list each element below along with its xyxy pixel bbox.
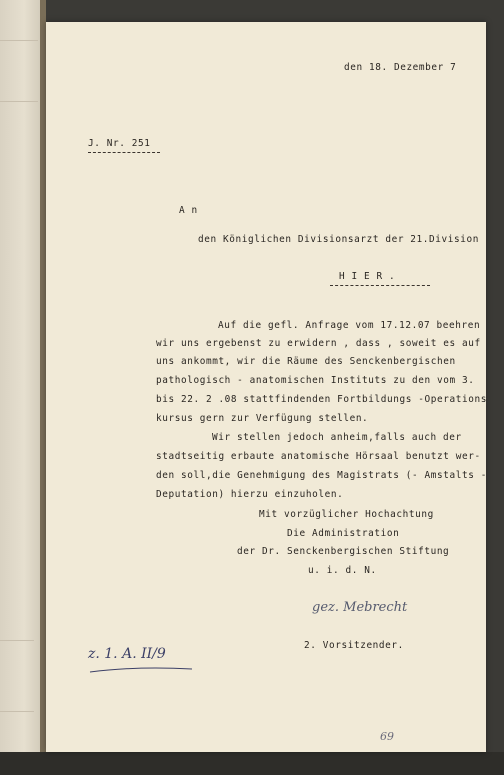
- closing-line: u. i. d. N.: [308, 565, 377, 576]
- body-line: bis 22. 2 .08 stattfindenden Fortbildungs -Operations: [156, 394, 487, 405]
- address-to: A n: [179, 205, 198, 216]
- recipient-line: den Königlichen Divisionsarzt der 21.Division: [198, 234, 479, 245]
- handwritten-signature: gez. Mebrecht: [312, 600, 408, 615]
- adjacent-page-mark: [0, 640, 34, 712]
- body-line: Auf die gefl. Anfrage vom 17.12.07 beehren: [218, 320, 481, 331]
- closing-line: der Dr. Senckenbergischen Stiftung: [237, 546, 450, 557]
- body-line: wir uns ergebenst zu erwidern , dass , soweit es auf: [156, 338, 481, 349]
- page-number: 69: [380, 730, 394, 743]
- body-line: Deputation) hierzu einzuholen.: [156, 489, 344, 500]
- scanner-background: [0, 752, 504, 775]
- body-line: kursus gern zur Verfügung stellen.: [156, 413, 369, 424]
- body-line: den soll,die Genehmigung des Magistrats (- Amstalts -: [156, 470, 487, 481]
- body-line: pathologisch - anatomischen Instituts zu den vom 3.: [156, 375, 475, 386]
- body-line: stadtseitig erbaute anatomische Hörsaal benutzt wer-: [156, 451, 481, 462]
- closing-line: Die Administration: [287, 528, 400, 539]
- closing-line: Mit vorzüglicher Hochachtung: [259, 509, 434, 520]
- letter-date: den 18. Dezember 7: [344, 62, 457, 73]
- letter-page: [46, 22, 486, 752]
- place-line: H I E R .: [339, 271, 396, 282]
- reference-number: J. Nr. 251: [88, 138, 151, 149]
- note-underline: [86, 662, 196, 676]
- handwritten-note: z. 1. A. II/9: [88, 646, 166, 662]
- adjacent-page-edge: [0, 0, 44, 775]
- reference-underline: [88, 152, 160, 153]
- body-line: uns ankommt, wir die Räume des Senckenbergischen: [156, 356, 456, 367]
- place-underline: [330, 285, 430, 286]
- body-line: Wir stellen jedoch anheim,falls auch der: [212, 432, 462, 443]
- signatory-title: 2. Vorsitzender.: [304, 640, 404, 651]
- adjacent-page-mark: [0, 40, 38, 102]
